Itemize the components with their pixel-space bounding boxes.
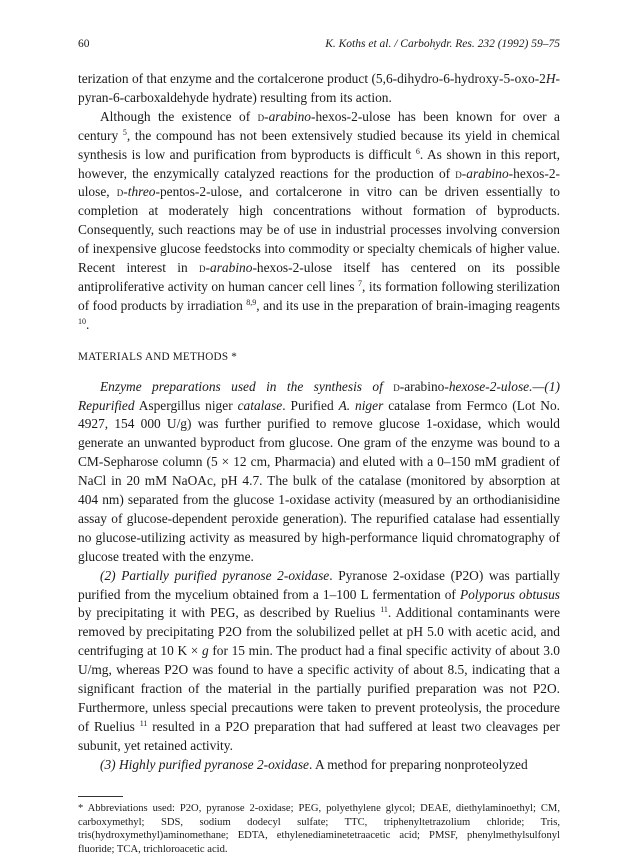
reference-superscript: 11 xyxy=(139,718,148,728)
text-run: d xyxy=(393,378,400,394)
text-run: , and its use in the preparation of brain-imaging reagents xyxy=(256,297,561,313)
text-run: arabino xyxy=(210,260,253,276)
text-run: d xyxy=(199,260,206,276)
text-run: Aspergillus niger xyxy=(134,397,238,413)
text-run: - xyxy=(123,184,128,200)
text-run: arabino xyxy=(268,108,311,124)
text-run: -pyran-6-carboxaldehyde hydrate) resulting from its action. xyxy=(78,71,560,105)
text-run: . Purified xyxy=(282,397,339,413)
reference-superscript: 6 xyxy=(415,146,420,156)
paragraph-highly-purified xyxy=(78,756,560,775)
text-run: (3) Highly purified pyranose 2-oxidase xyxy=(100,756,309,772)
text-run: -pentos-2-ulose, and cortalcerone in vitro can be driven essentially to completion at moderately high concentrations without formation of byproducts. Consequently, such reactions may be of use in industrial processes involving conversion of inexpensive glucose feedstocks into commodity or specialty chemicals of higher value. Recent interest in xyxy=(78,184,560,276)
text-run: - xyxy=(461,165,467,181)
text-run: Polyporus obtusus xyxy=(459,586,560,602)
reference-superscript: 10 xyxy=(78,316,86,326)
text-run: , the compound has not been extensively studied because its yield in chemical synthesis is low and purification from byproducts is difficult xyxy=(78,127,560,162)
paragraph-catalase xyxy=(78,378,560,567)
text-run: . A method for preparing nonproteolyzed xyxy=(309,756,528,772)
body-text xyxy=(78,70,560,775)
text-run: H xyxy=(545,71,556,86)
text-run: -hexos-2-ulose has been known for over a century xyxy=(78,108,560,143)
text-run: catalase xyxy=(237,397,283,413)
text-run: . xyxy=(86,316,90,332)
reference-superscript: 11 xyxy=(380,605,388,615)
running-header xyxy=(78,38,560,50)
text-run: - xyxy=(264,108,269,124)
text-run: , its formation following sterilization of food products by irradiation xyxy=(78,278,560,313)
text-run: Although the existence of xyxy=(100,108,258,124)
section-heading: MATERIALS AND METHODS * xyxy=(78,350,238,363)
paragraph-introduction xyxy=(78,108,560,335)
text-run: terization of that enzyme and the cortalcerone product (5,6-dihydro-6-hydroxy-5-oxo-2 xyxy=(78,71,546,86)
text-run: -hexos-2-ulose, xyxy=(78,165,560,200)
paragraph-partially-purified xyxy=(78,567,560,756)
text-run: A. niger xyxy=(338,397,384,413)
footnote-abbreviations: * Abbreviations used: P2O, pyranose 2-oxidase; PEG, polyethylene glycol; DEAE, diethylaminoethyl; CM, carboxymethyl; SDS, sodium dodecyl sulfate; TTC, triphenyltetrazolium chloride; Tris, tris(hydroxymethyl)aminomethane; EDTA, ethylenediaminetetraacetic acid; PMSF, phenylmethylsulfonyl fluoride; TCA, trichloroacetic acid. xyxy=(78,803,560,855)
text-run: Enzyme preparations used in the synthesis of xyxy=(100,378,394,394)
text-run: arabino xyxy=(466,165,509,181)
text-run: -hexos-2-ulose itself has centered on its possible antiproliferative activity on human cancer cell lines xyxy=(78,260,560,294)
journal-reference: K. Koths et al. / Carbohydr. Res. 232 (1992) 59–75 xyxy=(325,38,560,50)
reference-superscript: 7 xyxy=(358,278,363,288)
page-number: 60 xyxy=(78,38,90,50)
text-run: g xyxy=(201,643,209,659)
text-run: threo xyxy=(127,184,156,200)
text-run: by precipitating it with PEG, as described by Ruelius xyxy=(78,605,381,621)
text-run: for 15 min. The product had a final specific activity of about 3.0 U/mg, whereas P2O was found to have a specific activity of about 8.5, indicating that a significant fraction of the material in the partially purified preparation was not P2O. Furthermore, unless special precautions were taken to prevent proteolysis, the procedure of Ruelius xyxy=(78,643,561,734)
reference-superscript: 8,9 xyxy=(246,297,257,307)
text-run: (2) Partially purified pyranose 2-oxidase xyxy=(100,567,330,583)
text-run: - xyxy=(205,260,211,276)
text-run: d xyxy=(455,165,462,181)
text-run: catalase from Fermco (Lot No. 4927, 154 000 U/g) was further purified to remove glucose 1-oxidase, which would generate an unwanted byproduct from glucose. One gram of the enzyme was bound to a CM-Sepharose column (5 × 12 cm, Pharmacia) and eluted with a 0–150 mM gradient of NaCl in 20 mM NaOAc, pH 4.7. The bulk of the catalase (monitored by absorption at 404 nm) separated from the glucose 1-oxidase activity (measured by an orthodianisidine assay of glucose-dependent peroxide generation). The repurified catalase had essentially no glucose-utilizing activity as measured by high-performance liquid chromatography of glucose treated with the enzyme. xyxy=(78,397,561,564)
text-run: d xyxy=(257,108,265,124)
text-run: . Pyranose 2-oxidase (P2O) was partially purified from the mycelium obtained from a 1–100 L fermentation of xyxy=(78,567,560,602)
footnote-divider xyxy=(78,796,123,797)
text-run: . Additional contaminants were removed by precipitating P2O from the solubilized pellet at pH 5.0 with acetic acid, and centrifuging at 10 K × xyxy=(78,605,561,659)
text-run: -arabino- xyxy=(399,378,449,394)
paragraph-continuation xyxy=(78,70,560,108)
text-run: resulted in a P2O preparation that had suffered at least two cleavages per subunit, yet retained activity. xyxy=(78,718,560,753)
text-run: hexose-2-ulose.—(1) Repurified xyxy=(78,378,560,413)
text-run: . As shown in this report, however, the enzymically catalyzed reactions for the production of xyxy=(78,146,560,181)
reference-superscript: 5 xyxy=(122,127,127,137)
text-run: d xyxy=(116,184,124,200)
